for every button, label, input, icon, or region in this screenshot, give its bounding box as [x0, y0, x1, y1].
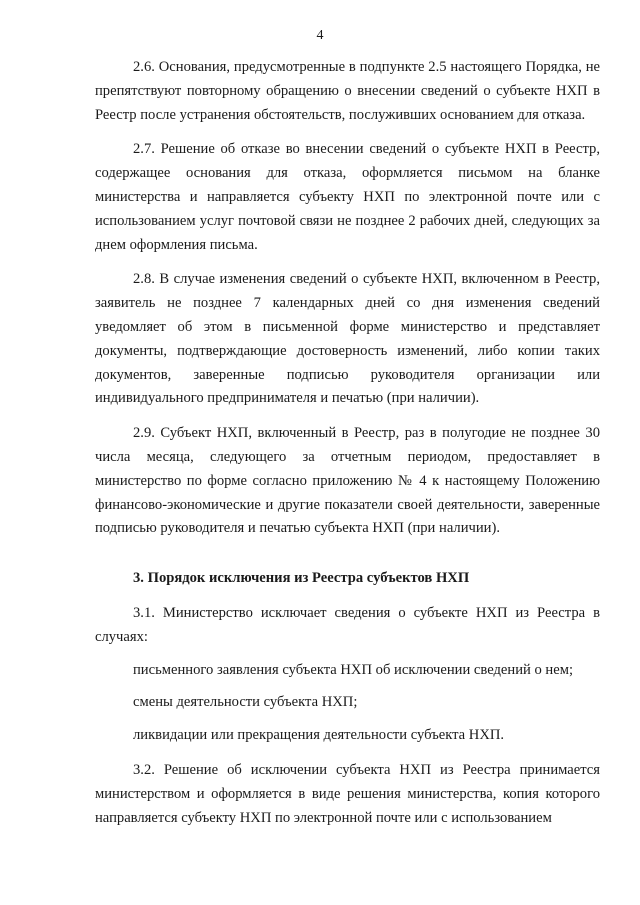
paragraph-3-1: 3.1. Министерство исключает сведения о субъекте НХП из Реестра в случаях:	[95, 604, 600, 645]
paragraph-2-7: 2.7. Решение об отказе во внесении сведений о субъекте НХП в Реестр, содержащее основания для отказа, оформляется письмом на бланке министерства и направляется субъекту НХП по электронной почте или с использованием услуг почтовой связи не позднее 2 рабочих дней, следующих за днем оформления письма.	[95, 141, 600, 253]
paragraph-2-9: 2.9. Субъект НХП, включенный в Реестр, раз в полугодие не позднее 30 числа месяца, следующего за отчетным периодом, предоставляет в министерство по форме согласно приложению № 4 к настоящему Положению финансово-экономические и другие показатели своей деятельности, заверенные подписью руководителя и печатью субъекта НХП (при наличии).	[95, 425, 600, 537]
section-3-heading: 3. Порядок исключения из Реестра субъектов НХП	[133, 570, 470, 587]
paragraph-3-2: 3.2. Решение об исключении субъекта НХП из Реестра принимается министерством и оформляется в виде решения министерства, копия которого направляется субъекту НХП по электронной почте или с использованием	[95, 761, 600, 826]
paragraph-2-8: 2.8. В случае изменения сведений о субъекте НХП, включенном в Реестр, заявитель не позднее 7 календарных дней со дня изменения сведений уведомляет об этом в письменной форме министерство и представляет документы, подтверждающие достоверность изменений, либо копии таких документов, заверенные подписью руководителя организации или индивидуального предпринимателя и печатью (при наличии).	[95, 271, 600, 407]
list-item-activity-change: смены деятельности субъекта НХП;	[133, 694, 358, 711]
list-item-written-statement: письменного заявления субъекта НХП об исключении сведений о нем;	[133, 661, 574, 678]
page-number: 4	[316, 28, 324, 43]
list-item-liquidation: ликвидации или прекращения деятельности субъекта НХП.	[133, 727, 505, 744]
paragraph-2-6: 2.6. Основания, предусмотренные в подпункте 2.5 настоящего Порядка, не препятствуют повторному обращению о внесении сведений о субъекте НХП в Реестр после устранения обстоятельств, послуживших основанием для отказа.	[95, 59, 600, 123]
document-body	[95, 56, 600, 830]
